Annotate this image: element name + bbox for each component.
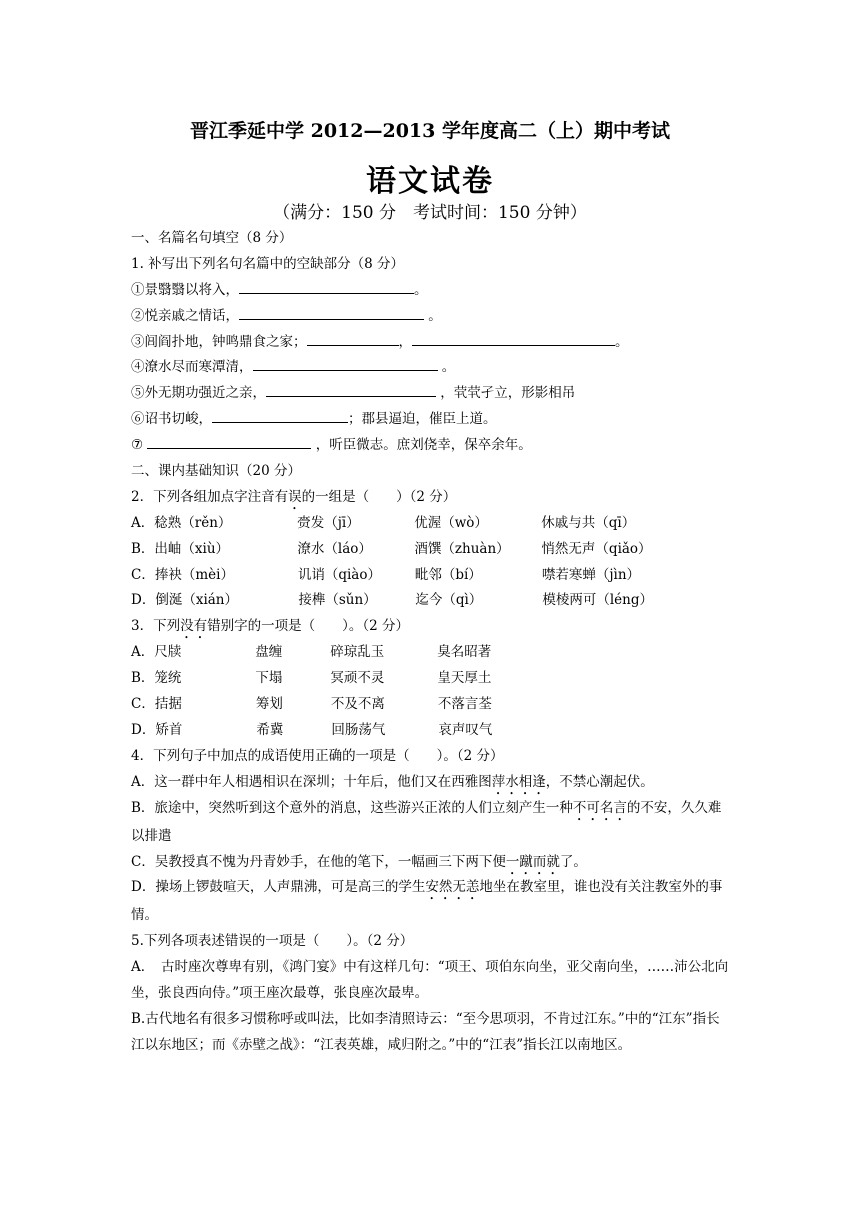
emphasis-text: 萍水相逢 — [491, 773, 546, 790]
option-cell: 皇天厚土 — [437, 670, 492, 687]
option-row — [131, 588, 731, 614]
option-cell: 毗邻（bí） — [414, 566, 482, 583]
option-text: ，不禁心潮起伏。 — [545, 773, 654, 790]
option-a — [131, 770, 731, 796]
fill-item-text: ⑥诏书切峻， — [131, 411, 212, 428]
option-cell: 讥诮（qiào） — [297, 566, 381, 583]
option-cell: 优渥（wò） — [414, 514, 488, 531]
option-cell: 迄今（qì） — [415, 592, 483, 609]
exam-title: 语文试卷 — [366, 164, 494, 199]
option-cell: 稔熟（rěn） — [154, 514, 232, 531]
option-letter: C． — [131, 566, 155, 583]
option-cell: 筹划 — [255, 696, 283, 713]
fill-item-7 — [131, 433, 731, 459]
option-cell: 碎琼乱玉 — [330, 644, 385, 661]
option-text: B．旅途中，突然听到这个意外的消息，这些游兴正浓的人们立刻产生一种 — [131, 799, 573, 816]
option-text: 的不安，久久难以排遣 — [131, 799, 722, 844]
option-cell: 矫首 — [155, 721, 183, 738]
option-text: C．吴教授真不愧为丹青妙手，在他的笔下，一幅画三下两下便 — [131, 853, 506, 870]
question-3-prompt — [131, 614, 731, 640]
fill-item-text: ，茕茕孑立，形影相吊 — [436, 385, 576, 402]
option-row — [131, 666, 731, 692]
option-text: 了。 — [559, 853, 587, 870]
fill-item-1 — [131, 278, 731, 304]
fill-item-4 — [131, 355, 731, 381]
question-2-prompt — [131, 485, 731, 511]
option-cell: 冥顽不灵 — [330, 670, 385, 687]
option-cell: 希冀 — [256, 721, 284, 738]
fill-item-text: ⑦ — [131, 437, 148, 454]
fill-item-text: ；郡县逼迫，催臣上道。 — [348, 411, 497, 428]
option-row — [131, 563, 731, 589]
answer-blank[interactable] — [266, 382, 436, 397]
option-c — [131, 850, 731, 876]
option-cell: 倒涎（xián） — [155, 592, 239, 609]
prompt-text: 3．下列 — [131, 618, 181, 635]
prompt-text: 错别字的一项是（ ）。（2 分） — [207, 618, 409, 635]
option-cell: 不及不离 — [330, 696, 385, 713]
option-letter: D． — [131, 721, 156, 738]
fill-item-3 — [131, 330, 731, 356]
option-cell: 潦水（láo） — [297, 540, 372, 557]
option-cell: 酒馔（zhuàn） — [414, 540, 510, 557]
option-cell: 拮据 — [154, 696, 182, 713]
option-letter: C． — [131, 696, 155, 713]
option-row — [131, 718, 731, 744]
fill-item-text: 。 — [414, 281, 428, 298]
question-1-prompt: 1. 补写出下列名句名篇中的空缺部分（8 分） — [131, 255, 405, 272]
answer-blank[interactable] — [307, 331, 399, 346]
option-cell: 休戚与共（qī） — [541, 514, 636, 531]
emphasis-text: 误 — [288, 488, 302, 505]
option-letter: B． — [131, 670, 155, 687]
option-cell: 不落言荃 — [437, 696, 492, 713]
answer-blank[interactable] — [212, 408, 348, 423]
exam-meta: （满分：150 分 考试时间：150 分钟） — [273, 203, 587, 223]
section-heading: 一、名篇名句填空（8 分） — [131, 230, 293, 246]
option-row — [131, 692, 731, 718]
answer-blank[interactable] — [147, 434, 311, 449]
fill-item-text: ④潦水尽而寒潭清， — [131, 359, 253, 376]
option-cell: 笼统 — [154, 670, 182, 687]
option-cell: 回肠荡气 — [331, 721, 386, 738]
answer-blank[interactable] — [253, 356, 438, 371]
fill-item-6 — [131, 407, 731, 433]
option-cell: 悄然无声（qiǎo） — [541, 540, 652, 557]
option-b: B.古代地名有很多习惯称呼或叫法，比如李清照诗云：“至今思项羽，不肯过江东。”中的“江东”指长江以东地区；而《赤壁之战》：“江表英雄，咸归附之。”中的“江表”指长江以南地区。 — [131, 1011, 720, 1053]
fill-item-text: 。 — [437, 359, 456, 376]
fill-item-text: 。 — [615, 333, 629, 350]
option-cell: 捧袂（mèi） — [154, 566, 234, 583]
fill-item-5 — [131, 381, 731, 407]
section-heading: 二、课内基础知识（20 分） — [131, 463, 301, 480]
option-cell: 噤若寒蝉（jìn） — [541, 566, 641, 583]
school-exam-header: 晋江季延中学 2012—2013 学年度高二（上）期中考试 — [190, 120, 670, 142]
option-cell: 盘缠 — [255, 644, 283, 661]
emphasis-text: 安然无恙 — [425, 879, 480, 896]
option-letter: B． — [131, 540, 155, 557]
option-cell: 出岫（xiù） — [154, 540, 230, 557]
fill-item-2 — [131, 304, 731, 330]
option-a: A． 古时座次尊卑有别，《鸿门宴》中有这样几句：“项王、项伯东向坐，亚父南向坐，……沛公北向坐，张良西向侍。”项王座次最尊，张良座次最卑。 — [131, 959, 729, 1002]
fill-item-text: ①景翳翳以将入， — [131, 281, 239, 298]
answer-blank[interactable] — [239, 279, 414, 294]
option-cell: 模棱两可（léng） — [542, 592, 653, 609]
answer-blank[interactable] — [239, 305, 424, 320]
option-cell: 臭名昭著 — [437, 644, 492, 661]
fill-item-text: ②悦亲戚之情话， — [131, 307, 239, 324]
fill-item-text: ⑤外无期功强近之亲， — [131, 385, 266, 402]
answer-blank[interactable] — [412, 331, 615, 346]
fill-item-text: 。 — [424, 307, 442, 324]
option-cell: 尺牍 — [154, 644, 182, 661]
prompt-text: 的一组是（ ）（2 分） — [301, 488, 457, 505]
option-cell: 赍发（jī） — [297, 514, 360, 531]
option-letter: A． — [131, 514, 155, 531]
option-cell: 下塌 — [255, 670, 283, 687]
option-row — [131, 537, 731, 563]
option-row — [131, 511, 731, 537]
question-4-prompt: 4．下列句子中加点的成语使用正确的一项是（ ）。（2 分） — [131, 747, 504, 764]
fill-item-text: ， — [398, 333, 412, 350]
option-text: D．操场上锣鼓喧天，人声鼎沸，可是高三的学生 — [131, 879, 426, 896]
option-cell: 接榫（sǔn） — [298, 592, 377, 609]
fill-item-text: ，听臣微志。庶刘侥幸，保卒余年。 — [311, 437, 532, 454]
option-b — [131, 796, 731, 850]
prompt-text: 2．下列各组加点字注音有 — [131, 488, 289, 505]
emphasis-text: 一蹴而就 — [505, 853, 560, 870]
option-cell: 哀声叹气 — [438, 721, 493, 738]
fill-item-text: ③闾阎扑地，钟鸣鼎食之家； — [131, 333, 307, 350]
exam-content — [131, 226, 731, 1059]
option-d — [131, 875, 731, 929]
option-letter: A． — [131, 644, 155, 661]
emphasis-text: 不可名言 — [572, 799, 627, 816]
question-5-prompt: 5.下列各项表述错误的一项是（ ）。（2 分） — [131, 933, 414, 950]
emphasis-text: 没有 — [180, 618, 208, 635]
option-text: 地坐在教室里，谁也没有关注教室外的事情。 — [131, 879, 723, 924]
option-text: A．这一群中年人相遇相识在深圳；十年后，他们又在西雅图 — [131, 773, 492, 790]
option-letter: D． — [131, 592, 156, 609]
option-row — [131, 640, 731, 666]
